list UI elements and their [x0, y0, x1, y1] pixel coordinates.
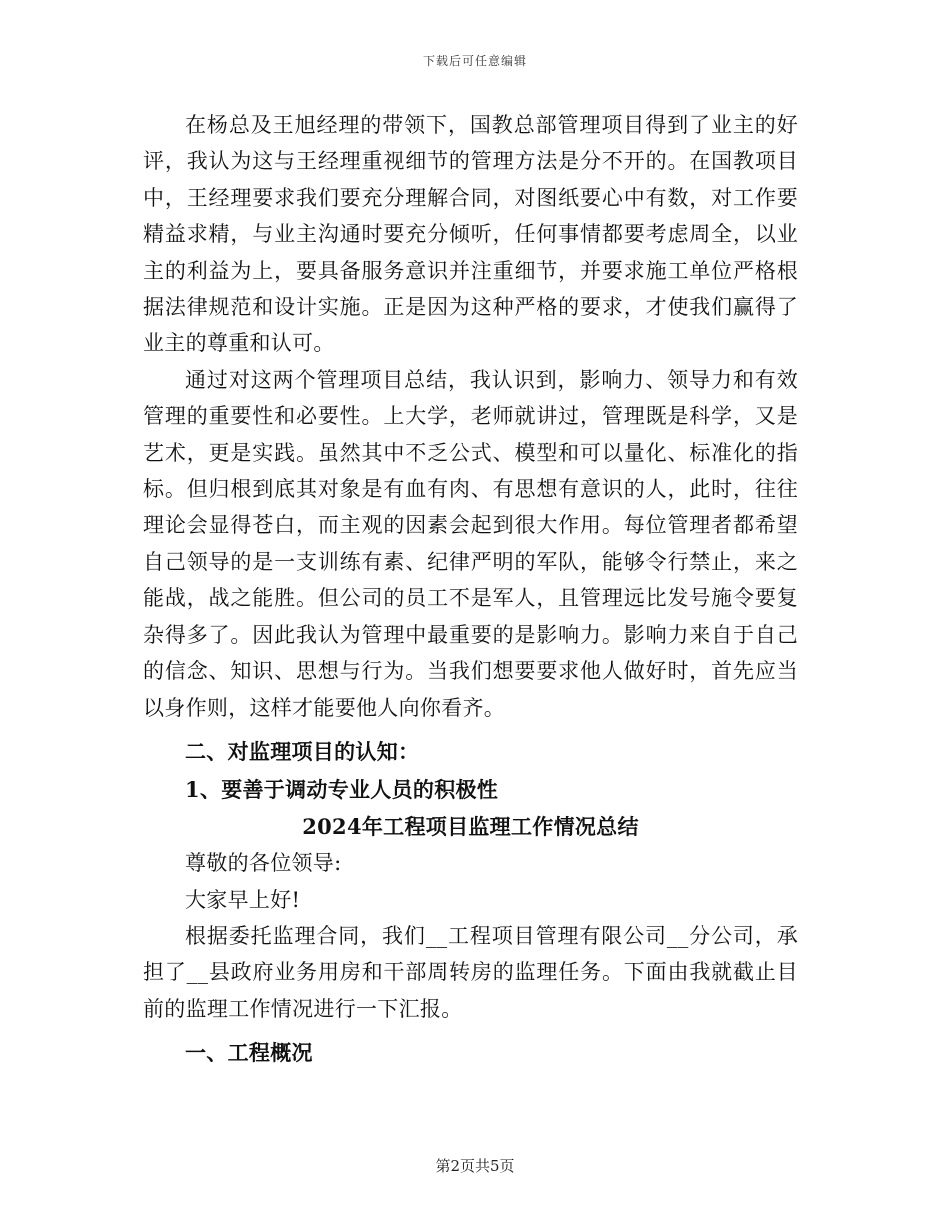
section-heading-project-overview: 一、工程概况	[185, 1040, 313, 1066]
greeting-line: 大家早上好!	[185, 887, 301, 912]
page-number: 第2页共5页	[435, 1157, 515, 1175]
paragraph-contract-intro: 根据委托监理合同，我们__工程项目管理有限公司__分公司，承担了__县政府业务用房和干部周转房的监理任务。下面由我就截止目前的监理工作情况进行一下汇报。	[143, 923, 798, 1021]
section-heading-supervision-cognition: 二、对监理项目的认知：	[185, 738, 420, 764]
page-header-note: 下载后可任意编辑	[422, 54, 527, 68]
salutation-line: 尊敬的各位领导:	[185, 851, 342, 876]
paragraph-management-influence: 通过对这两个管理项目总结，我认识到，影响力、领导力和有效管理的重要性和必要性。上大学，老师就讲过，管理既是科学，又是艺术，更是实践。虽然其中不乏公式、模型和可以量化、标准化的指标。但归根到底其对象是有血有肉、有思想有意识的人，此时，往往理论会显得苍白，而主观的因素会起到很大作用。每位管理者都希望自己领导的是一支训练有素、纪律严明的军队，能够令行禁止，来之能战，战之能胜。但公司的员工不是军人，且管理远比发号施令要复杂得多了。因此我认为管理中最重要的是影响力。影响力来自于自己的信念、知识、思想与行为。当我们想要要求他人做好时，首先应当以身作则，这样才能要他人向你看齐。	[143, 367, 798, 720]
subsection-heading-motivation: 1、要善于调动专业人员的积极性	[185, 777, 499, 803]
document-title: 2024年工程项目监理工作情况总结	[302, 813, 639, 839]
paragraph-project-praise: 在杨总及王旭经理的带领下，国教总部管理项目得到了业主的好评，我认为这与王经理重视细节的管理方法是分不开的。在国教项目中，王经理要求我们要充分理解合同，对图纸要心中有数，对工作要精益求精，与业主沟通时要充分倾听，任何事情都要考虑周全，以业主的利益为上，要具备服务意识并注重细节，并要求施工单位严格根据法律规范和设计实施。正是因为这种严格的要求，才使我们赢得了业主的尊重和认可。	[143, 113, 798, 356]
document-body	[143, 107, 798, 1072]
